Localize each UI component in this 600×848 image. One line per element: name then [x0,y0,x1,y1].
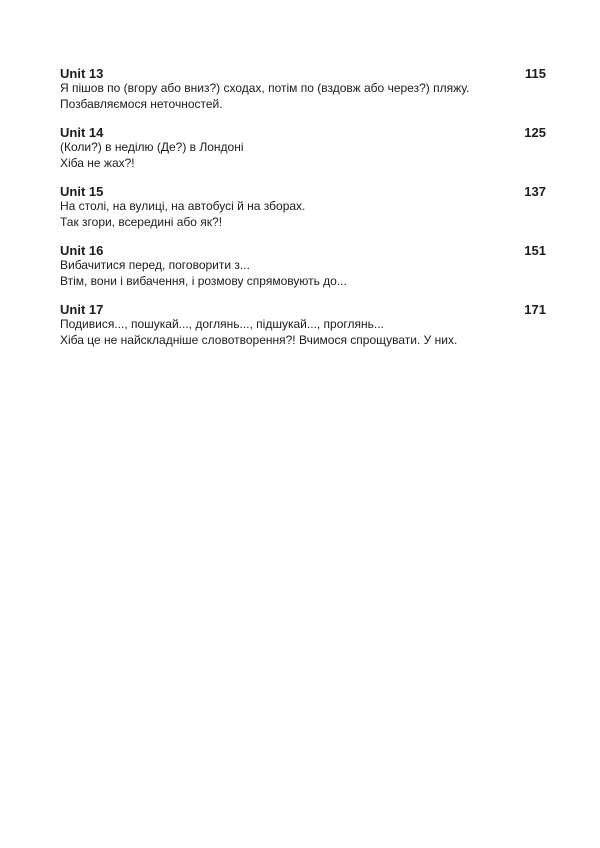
page-number: 151 [524,243,546,258]
toc-entry-header [60,243,546,258]
toc-entry-line: (Коли?) в неділю (Де?) в Лондоні [60,140,244,154]
toc-entry-line: Втім, вони і вибачення, і розмову спрямовують до... [60,273,347,288]
unit-title: Unit 14 [60,125,104,140]
toc-entry-unit-17[interactable] [60,302,546,348]
page-number: 125 [524,125,546,140]
toc-entry-line: Так згори, всередині або як?! [60,214,223,229]
page-number: 115 [525,66,546,81]
page-number: 171 [524,302,546,317]
toc-entry-unit-15[interactable] [60,184,546,230]
page-number: 137 [524,184,546,199]
unit-title: Unit 17 [60,302,104,317]
unit-title: Unit 13 [60,66,104,81]
toc-entry-unit-16[interactable] [60,243,546,289]
unit-title: Unit 16 [60,243,104,258]
toc-entry-line: Позбавляємося неточностей. [60,96,223,111]
toc-entry-unit-13[interactable] [60,66,546,112]
toc-entry-unit-14[interactable] [60,125,546,171]
toc-entry-line: Я пішов по (вгору або вниз?) сходах, потім по (вздовж або через?) пляжу. [60,81,470,95]
toc-entry-line: Подивися..., пошукай..., доглянь..., підшукай..., проглянь... [60,317,384,331]
toc-entry-header [60,66,546,81]
toc-entry-line: На столі, на вулиці, на автобусі й на зборах. [60,199,306,213]
toc-entry-line: Хіба це не найскладніше словотворення?! Вчимося спрощувати. У них. [60,332,458,347]
toc-entry-line: Вибачитися перед, поговорити з... [60,258,250,272]
unit-title: Unit 15 [60,184,104,199]
toc-entry-header [60,184,546,199]
toc-entry-header [60,125,546,140]
toc-entry-header [60,302,546,317]
table-of-contents [60,66,546,361]
toc-entry-line: Хіба не жах?! [60,155,135,170]
